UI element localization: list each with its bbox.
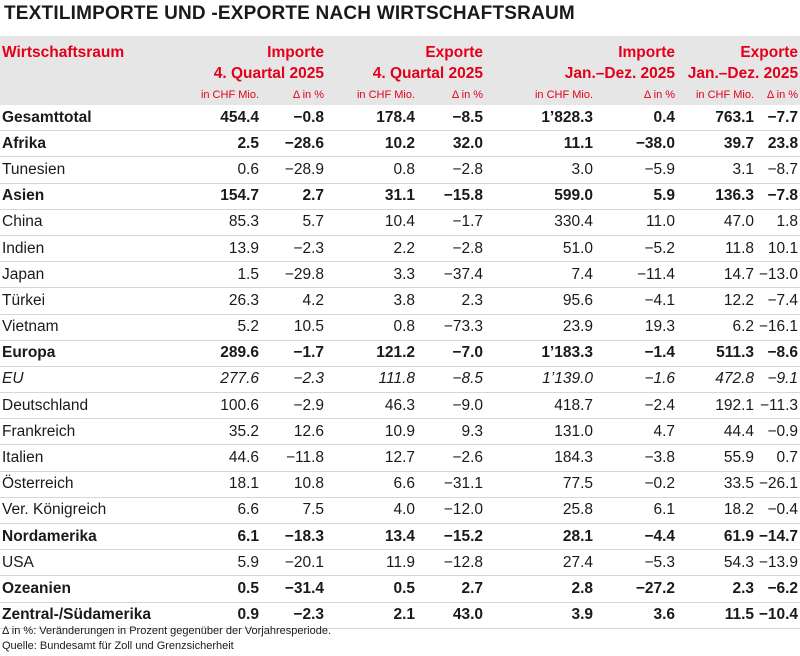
export-year-value: 11.8: [677, 235, 756, 261]
row-label: Nordamerika: [0, 524, 186, 550]
export-q4-delta: 2.3: [417, 288, 485, 314]
import-year-value: 131.0: [485, 419, 595, 445]
header-group-3-line2: Jan.–Dez. 2025: [564, 65, 676, 82]
import-year-value: 27.4: [485, 550, 595, 576]
export-q4-delta: −2.8: [417, 235, 485, 261]
import-year-value: 184.3: [485, 445, 595, 471]
import-q4-delta: 10.5: [261, 314, 326, 340]
table-row: [0, 131, 800, 157]
import-year-delta: −4.4: [595, 524, 677, 550]
unit-value-label: in CHF Mio.: [677, 84, 756, 105]
row-label: Türkei: [0, 288, 186, 314]
export-q4-value: 10.4: [326, 209, 417, 235]
import-q4-delta: −29.8: [261, 262, 326, 288]
import-year-delta: 3.6: [595, 602, 677, 628]
import-year-value: 2.8: [485, 576, 595, 602]
import-q4-value: 35.2: [186, 419, 261, 445]
row-label: Gesamttotal: [0, 105, 186, 131]
table-row: [0, 576, 800, 602]
import-year-value: 7.4: [485, 262, 595, 288]
export-year-value: 54.3: [677, 550, 756, 576]
export-year-delta: −6.2: [756, 576, 800, 602]
table-row: [0, 105, 800, 131]
unit-spacer: [0, 84, 186, 105]
import-year-delta: −4.1: [595, 288, 677, 314]
import-year-delta: −1.4: [595, 340, 677, 366]
export-year-value: 14.7: [677, 262, 756, 288]
export-year-delta: 10.1: [756, 235, 800, 261]
row-label: Tunesien: [0, 157, 186, 183]
export-year-delta: 1.8: [756, 209, 800, 235]
import-q4-delta: −20.1: [261, 550, 326, 576]
export-q4-delta: −15.2: [417, 524, 485, 550]
row-label: Österreich: [0, 471, 186, 497]
export-q4-value: 6.6: [326, 471, 417, 497]
export-year-delta: −7.7: [756, 105, 800, 131]
table-row: [0, 262, 800, 288]
import-q4-value: 154.7: [186, 183, 261, 209]
import-q4-delta: 2.7: [261, 183, 326, 209]
export-year-delta: −10.4: [756, 602, 800, 628]
footnotes: [2, 624, 331, 654]
footnote-source: Quelle: Bundesamt für Zoll und Grenzsicherheit: [2, 640, 234, 652]
export-q4-value: 111.8: [326, 366, 417, 392]
import-q4-delta: −2.3: [261, 235, 326, 261]
export-year-value: 18.2: [677, 497, 756, 523]
import-q4-value: 0.9: [186, 602, 261, 628]
import-year-value: 1’183.3: [485, 340, 595, 366]
import-q4-delta: −11.8: [261, 445, 326, 471]
import-q4-delta: −2.3: [261, 366, 326, 392]
table-row: [0, 524, 800, 550]
export-year-delta: −0.4: [756, 497, 800, 523]
export-q4-value: 0.8: [326, 157, 417, 183]
export-q4-delta: −15.8: [417, 183, 485, 209]
export-q4-delta: −9.0: [417, 393, 485, 419]
import-year-value: 599.0: [485, 183, 595, 209]
import-year-value: 418.7: [485, 393, 595, 419]
row-label: Asien: [0, 183, 186, 209]
import-year-delta: −0.2: [595, 471, 677, 497]
export-q4-value: 31.1: [326, 183, 417, 209]
export-year-value: 763.1: [677, 105, 756, 131]
import-q4-value: 1.5: [186, 262, 261, 288]
import-q4-delta: −2.9: [261, 393, 326, 419]
export-q4-value: 4.0: [326, 497, 417, 523]
export-year-value: 12.2: [677, 288, 756, 314]
export-q4-delta: −73.3: [417, 314, 485, 340]
import-year-delta: 11.0: [595, 209, 677, 235]
import-q4-value: 6.6: [186, 497, 261, 523]
header-wirtschaftsraum: Wirtschaftsraum: [0, 36, 186, 84]
row-label: Ozeanien: [0, 576, 186, 602]
unit-delta-label: Δ in %: [417, 84, 485, 105]
export-year-delta: −14.7: [756, 524, 800, 550]
import-q4-value: 5.9: [186, 550, 261, 576]
export-q4-value: 3.8: [326, 288, 417, 314]
table-row: [0, 288, 800, 314]
table-row: [0, 366, 800, 392]
import-year-value: 11.1: [485, 131, 595, 157]
import-q4-value: 0.5: [186, 576, 261, 602]
row-label: China: [0, 209, 186, 235]
header-group-1: [186, 36, 326, 84]
import-year-delta: −2.4: [595, 393, 677, 419]
export-q4-delta: −2.8: [417, 157, 485, 183]
import-year-delta: 5.9: [595, 183, 677, 209]
trade-table: [0, 36, 800, 629]
import-year-delta: 4.7: [595, 419, 677, 445]
export-year-value: 11.5: [677, 602, 756, 628]
export-q4-value: 13.4: [326, 524, 417, 550]
export-q4-value: 12.7: [326, 445, 417, 471]
export-q4-value: 3.3: [326, 262, 417, 288]
import-q4-delta: −28.9: [261, 157, 326, 183]
header-group-1-line1: Importe: [267, 44, 325, 61]
export-year-delta: −7.8: [756, 183, 800, 209]
import-year-value: 1’828.3: [485, 105, 595, 131]
table-row: [0, 183, 800, 209]
header-group-4-line1: Exporte: [740, 44, 799, 61]
import-year-delta: −11.4: [595, 262, 677, 288]
import-q4-value: 18.1: [186, 471, 261, 497]
row-label: Zentral-/Südamerika: [0, 602, 186, 628]
import-q4-delta: 7.5: [261, 497, 326, 523]
import-q4-delta: −2.3: [261, 602, 326, 628]
export-q4-value: 11.9: [326, 550, 417, 576]
import-q4-delta: −31.4: [261, 576, 326, 602]
import-year-delta: 6.1: [595, 497, 677, 523]
table-row: [0, 157, 800, 183]
export-q4-delta: −37.4: [417, 262, 485, 288]
export-q4-delta: −12.8: [417, 550, 485, 576]
export-q4-delta: −1.7: [417, 209, 485, 235]
row-label: Indien: [0, 235, 186, 261]
row-label: Afrika: [0, 131, 186, 157]
row-label: Italien: [0, 445, 186, 471]
table-row: [0, 393, 800, 419]
unit-value-label: in CHF Mio.: [186, 84, 261, 105]
table-row: [0, 314, 800, 340]
import-q4-delta: 4.2: [261, 288, 326, 314]
table-row: [0, 235, 800, 261]
import-year-value: 28.1: [485, 524, 595, 550]
export-year-delta: −8.7: [756, 157, 800, 183]
import-q4-delta: −18.3: [261, 524, 326, 550]
export-q4-value: 2.1: [326, 602, 417, 628]
import-q4-delta: −28.6: [261, 131, 326, 157]
import-year-value: 23.9: [485, 314, 595, 340]
import-q4-delta: 12.6: [261, 419, 326, 445]
export-year-value: 511.3: [677, 340, 756, 366]
export-year-value: 47.0: [677, 209, 756, 235]
import-q4-value: 44.6: [186, 445, 261, 471]
import-q4-value: 289.6: [186, 340, 261, 366]
unit-delta-label: Δ in %: [595, 84, 677, 105]
export-year-delta: −13.0: [756, 262, 800, 288]
export-year-delta: −13.9: [756, 550, 800, 576]
table-row: [0, 419, 800, 445]
export-year-delta: −0.9: [756, 419, 800, 445]
table-row: [0, 550, 800, 576]
import-year-delta: −5.9: [595, 157, 677, 183]
export-year-delta: −8.6: [756, 340, 800, 366]
export-q4-delta: 2.7: [417, 576, 485, 602]
export-year-value: 3.1: [677, 157, 756, 183]
row-label: Deutschland: [0, 393, 186, 419]
export-q4-value: 46.3: [326, 393, 417, 419]
import-year-delta: −27.2: [595, 576, 677, 602]
header-group-2: [326, 36, 485, 84]
header-group-1-line2: 4. Quartal 2025: [213, 65, 325, 82]
export-q4-delta: −2.6: [417, 445, 485, 471]
export-year-delta: −7.4: [756, 288, 800, 314]
import-q4-value: 13.9: [186, 235, 261, 261]
export-q4-value: 10.9: [326, 419, 417, 445]
table-row: [0, 445, 800, 471]
export-q4-value: 121.2: [326, 340, 417, 366]
export-year-delta: −9.1: [756, 366, 800, 392]
export-q4-delta: 43.0: [417, 602, 485, 628]
header-group-2-line1: Exporte: [425, 44, 484, 61]
import-q4-delta: −1.7: [261, 340, 326, 366]
table-row: [0, 471, 800, 497]
export-year-value: 6.2: [677, 314, 756, 340]
import-year-value: 3.0: [485, 157, 595, 183]
import-q4-value: 2.5: [186, 131, 261, 157]
header-group-2-line2: 4. Quartal 2025: [372, 65, 484, 82]
import-year-delta: −5.3: [595, 550, 677, 576]
row-label: Ver. Königreich: [0, 497, 186, 523]
export-year-delta: 0.7: [756, 445, 800, 471]
import-q4-delta: −0.8: [261, 105, 326, 131]
export-q4-delta: −31.1: [417, 471, 485, 497]
export-year-delta: −11.3: [756, 393, 800, 419]
export-q4-delta: 9.3: [417, 419, 485, 445]
export-year-value: 39.7: [677, 131, 756, 157]
import-year-value: 3.9: [485, 602, 595, 628]
export-q4-delta: −8.5: [417, 366, 485, 392]
header-group-3-line1: Importe: [618, 44, 676, 61]
export-year-value: 472.8: [677, 366, 756, 392]
unit-value-label: in CHF Mio.: [485, 84, 595, 105]
export-year-value: 192.1: [677, 393, 756, 419]
export-q4-value: 2.2: [326, 235, 417, 261]
export-year-value: 55.9: [677, 445, 756, 471]
row-label: Vietnam: [0, 314, 186, 340]
table-row: [0, 209, 800, 235]
export-year-value: 2.3: [677, 576, 756, 602]
import-q4-delta: 5.7: [261, 209, 326, 235]
export-year-value: 61.9: [677, 524, 756, 550]
header-group-4: [677, 36, 800, 84]
export-year-value: 44.4: [677, 419, 756, 445]
row-label: Frankreich: [0, 419, 186, 445]
import-year-delta: −5.2: [595, 235, 677, 261]
import-q4-value: 0.6: [186, 157, 261, 183]
trade-table-container: [0, 36, 800, 629]
table-row: [0, 497, 800, 523]
import-q4-value: 454.4: [186, 105, 261, 131]
export-q4-value: 10.2: [326, 131, 417, 157]
export-q4-delta: −7.0: [417, 340, 485, 366]
row-label: USA: [0, 550, 186, 576]
import-year-value: 95.6: [485, 288, 595, 314]
export-year-delta: −16.1: [756, 314, 800, 340]
header-group-4-line2: Jan.–Dez. 2025: [687, 65, 799, 82]
import-year-value: 77.5: [485, 471, 595, 497]
export-year-value: 136.3: [677, 183, 756, 209]
import-year-value: 1’139.0: [485, 366, 595, 392]
row-label: Japan: [0, 262, 186, 288]
row-label: EU: [0, 366, 186, 392]
unit-value-label: in CHF Mio.: [326, 84, 417, 105]
export-year-delta: −26.1: [756, 471, 800, 497]
import-q4-value: 100.6: [186, 393, 261, 419]
export-q4-value: 0.8: [326, 314, 417, 340]
export-q4-delta: −12.0: [417, 497, 485, 523]
header-group-3: [485, 36, 677, 84]
export-q4-delta: −8.5: [417, 105, 485, 131]
row-label: Europa: [0, 340, 186, 366]
footnote-delta-explanation: Δ in %: Veränderungen in Prozent gegenüber der Vorjahresperiode.: [2, 625, 332, 637]
table-body: [0, 105, 800, 628]
import-year-value: 25.8: [485, 497, 595, 523]
import-q4-delta: 10.8: [261, 471, 326, 497]
unit-delta-label: Δ in %: [756, 84, 800, 105]
import-year-value: 330.4: [485, 209, 595, 235]
export-q4-value: 178.4: [326, 105, 417, 131]
import-year-delta: 19.3: [595, 314, 677, 340]
export-year-delta: 23.8: [756, 131, 800, 157]
table-row: [0, 340, 800, 366]
import-q4-value: 277.6: [186, 366, 261, 392]
import-q4-value: 5.2: [186, 314, 261, 340]
import-q4-value: 6.1: [186, 524, 261, 550]
import-q4-value: 85.3: [186, 209, 261, 235]
table-header: [0, 36, 800, 105]
export-q4-delta: 32.0: [417, 131, 485, 157]
unit-delta-label: Δ in %: [261, 84, 326, 105]
import-year-delta: −3.8: [595, 445, 677, 471]
page-title: TEXTILIMPORTE UND -EXPORTE NACH WIRTSCHAFTSRAUM: [4, 3, 575, 24]
import-year-delta: −38.0: [595, 131, 677, 157]
import-q4-value: 26.3: [186, 288, 261, 314]
import-year-delta: −1.6: [595, 366, 677, 392]
export-q4-value: 0.5: [326, 576, 417, 602]
import-year-delta: 0.4: [595, 105, 677, 131]
import-year-value: 51.0: [485, 235, 595, 261]
export-year-value: 33.5: [677, 471, 756, 497]
